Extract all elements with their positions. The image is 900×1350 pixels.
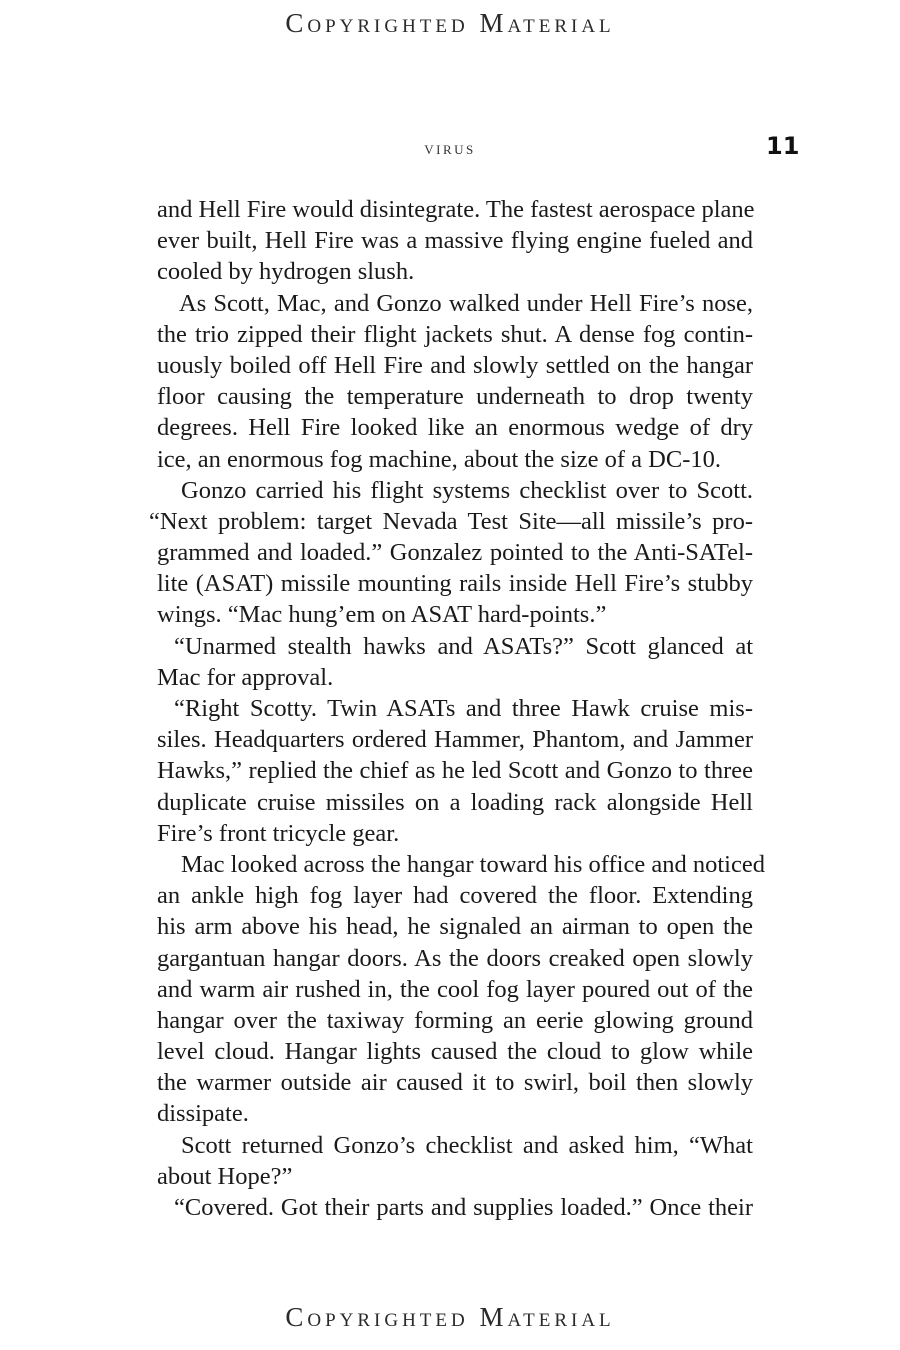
text-line: degrees. Hell Fire looked like an enormous wedge of dry [157, 414, 753, 442]
text-line: lite (ASAT) missile mounting rails inside Hell Fire’s stubby [157, 570, 753, 598]
text-line: duplicate cruise missiles on a loading rack alongside Hell [157, 788, 753, 816]
text-line: ice, an enormous fog machine, about the size of a DC-10. [157, 445, 722, 473]
text-line: floor causing the temperature underneath to drop twenty [157, 383, 753, 411]
text-line: about Hope?” [157, 1162, 293, 1190]
text-line: uously boiled off Hell Fire and slowly settled on the hangar [157, 351, 753, 379]
text-line: “Next problem: target Nevada Test Site—all missile’s pro- [149, 507, 753, 535]
copyright-banner-top: Copyrighted Material [285, 8, 615, 38]
text-line: his arm above his head, he signaled an airman to open the [157, 913, 753, 941]
text-line: cooled by hydrogen slush. [157, 258, 415, 286]
text-line: siles. Headquarters ordered Hammer, Phantom, and Jammer [157, 726, 753, 754]
text-line: an ankle high fog layer had covered the floor. Extending [157, 882, 753, 910]
page-number: 11 [766, 132, 800, 160]
running-head: virus [424, 138, 476, 159]
text-line: wings. “Mac hung’em on ASAT hard-points.” [157, 601, 607, 629]
text-line: Fire’s front tricycle gear. [157, 819, 400, 847]
text-line: the warmer outside air caused it to swirl, boil then slowly [157, 1069, 753, 1097]
text-line: Mac for approval. [157, 663, 334, 691]
text-line: dissipate. [157, 1100, 249, 1128]
text-line: the trio zipped their flight jackets shut. A dense fog contin- [157, 320, 753, 348]
copyright-banner-bottom: Copyrighted Material [285, 1302, 615, 1332]
text-line: Hawks,” replied the chief as he led Scott and Gonzo to three [157, 757, 753, 785]
text-line: “Covered. Got their parts and supplies loaded.” Once their [174, 1194, 753, 1221]
text-line: Gonzo carried his flight systems checklist over to Scott. [181, 476, 753, 504]
text-line: “Unarmed stealth hawks and ASATs?” Scott glanced at [174, 632, 753, 660]
body-text [149, 194, 765, 1223]
text-line: Scott returned Gonzo’s checklist and asked him, “What [181, 1131, 753, 1159]
text-line: grammed and loaded.” Gonzalez pointed to the Anti-SATel- [157, 539, 753, 567]
text-line: ever built, Hell Fire was a massive flying engine fueled and [157, 227, 753, 255]
text-line: and warm air rushed in, the cool fog layer poured out of the [157, 975, 753, 1003]
text-line: gargantuan hangar doors. As the doors creaked open slowly [157, 944, 753, 972]
text-line: Mac looked across the hangar toward his office and noticed [181, 850, 765, 878]
text-line: hangar over the taxiway forming an eerie glowing ground [157, 1006, 753, 1034]
text-line: As Scott, Mac, and Gonzo walked under Hell Fire’s nose, [179, 289, 753, 317]
text-line: “Right Scotty. Twin ASATs and three Hawk cruise mis- [174, 695, 753, 722]
text-line: and Hell Fire would disintegrate. The fastest aerospace plane [157, 196, 755, 223]
text-line: level cloud. Hangar lights caused the cloud to glow while [157, 1038, 753, 1066]
